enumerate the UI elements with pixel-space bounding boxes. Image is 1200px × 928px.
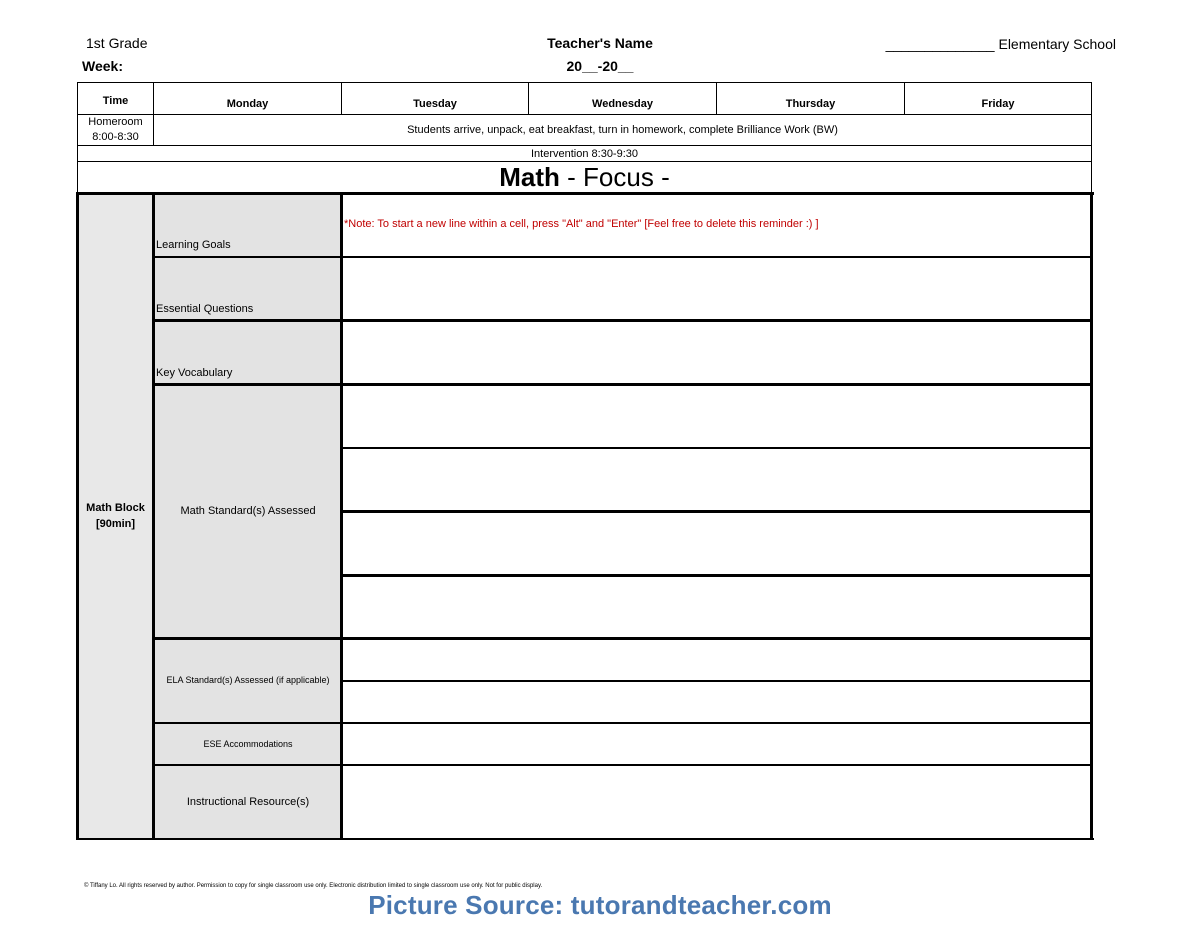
- math-block-label: [78, 500, 153, 532]
- math-standard-cell-4[interactable]: [343, 577, 1090, 638]
- key-vocabulary-label: Key Vocabulary: [156, 367, 233, 379]
- teacher-name: Teacher's Name: [547, 35, 653, 51]
- grid-line-h4: [340, 447, 1093, 449]
- grid-line-h8: [340, 680, 1093, 682]
- grade-label: 1st Grade: [86, 35, 148, 51]
- math-standard-cell-2[interactable]: [343, 449, 1090, 510]
- ese-accommodations-label: ESE Accommodations: [203, 739, 293, 749]
- grid-line-h3: [152, 383, 1093, 386]
- ela-standard-cell-2[interactable]: [343, 682, 1090, 722]
- week-label: Week:: [82, 58, 123, 74]
- school-year: 20__-20__: [566, 58, 634, 74]
- grid-line-h9: [152, 722, 1093, 724]
- math-standards-label: Math Standard(s) Assessed: [180, 505, 316, 517]
- grid-line-h2: [152, 319, 1093, 322]
- grid-line-right: [1090, 192, 1093, 840]
- homeroom-label: Homeroom: [88, 116, 143, 128]
- learning-goals-cell[interactable]: [343, 195, 1090, 256]
- picture-source-watermark: Picture Source: tutorandteacher.com: [368, 890, 832, 920]
- math-block-label-line1: Math Block: [86, 502, 145, 514]
- day-header-tuesday: Tuesday: [341, 82, 529, 115]
- grid-line-h7: [152, 637, 1093, 640]
- essential-questions-label: Essential Questions: [156, 303, 254, 315]
- grid-line-v1: [152, 192, 155, 840]
- learning-goals-label: Learning Goals: [156, 239, 231, 251]
- intervention-row[interactable]: Intervention 8:30-9:30: [77, 145, 1092, 162]
- homeroom-time: 8:00-8:30: [92, 131, 139, 143]
- instructional-resources-label: Instructional Resource(s): [186, 796, 310, 808]
- day-header-monday: Monday: [153, 82, 342, 115]
- day-header-thursday: Thursday: [716, 82, 905, 115]
- school-name: [876, 36, 1116, 52]
- copyright-notice: © Tiffany Lo. All rights reserved by author. Permission to copy for single classroom use only. Electronic distribution limited to single classroom use only. Not for public display.: [84, 883, 543, 889]
- focus-subject: Math: [499, 161, 560, 192]
- grid-line-h6: [340, 574, 1093, 577]
- key-vocabulary-cell[interactable]: [343, 322, 1090, 383]
- homeroom-time-cell: [77, 114, 154, 146]
- time-header: Time: [77, 82, 154, 115]
- focus-title: [77, 161, 1092, 193]
- grid-line-h5: [340, 510, 1093, 513]
- grid-line-top: [76, 192, 1094, 195]
- grid-line-bottom: [76, 838, 1094, 840]
- instructional-resources-cell[interactable]: [343, 766, 1090, 838]
- grid-line-v2: [340, 192, 343, 840]
- homeroom-description[interactable]: Students arrive, unpack, eat breakfast, turn in homework, complete Brilliance Work (BW): [153, 114, 1092, 146]
- school-name-label: Elementary School: [998, 36, 1116, 52]
- grid-line-h10: [152, 764, 1093, 766]
- focus-rest: - Focus -: [559, 161, 670, 192]
- learning-goals-note: *Note: To start a new line within a cell, press "Alt" and "Enter" [Feel free to delete this reminder :) ]: [344, 218, 819, 230]
- day-header-friday: Friday: [904, 82, 1092, 115]
- essential-questions-cell[interactable]: [343, 258, 1090, 319]
- math-block-label-line2: [90min]: [95, 518, 136, 530]
- math-standard-cell-1[interactable]: [343, 386, 1090, 447]
- day-header-wednesday: Wednesday: [528, 82, 717, 115]
- grid-line-left: [76, 192, 79, 840]
- school-name-blank: ______________: [885, 36, 995, 52]
- ela-standards-label: ELA Standard(s) Assessed (if applicable): [166, 675, 330, 685]
- ese-accommodations-cell[interactable]: [343, 724, 1090, 764]
- ela-standard-cell-1[interactable]: [343, 640, 1090, 680]
- math-standard-cell-3[interactable]: [343, 513, 1090, 574]
- grid-line-h1: [152, 256, 1093, 258]
